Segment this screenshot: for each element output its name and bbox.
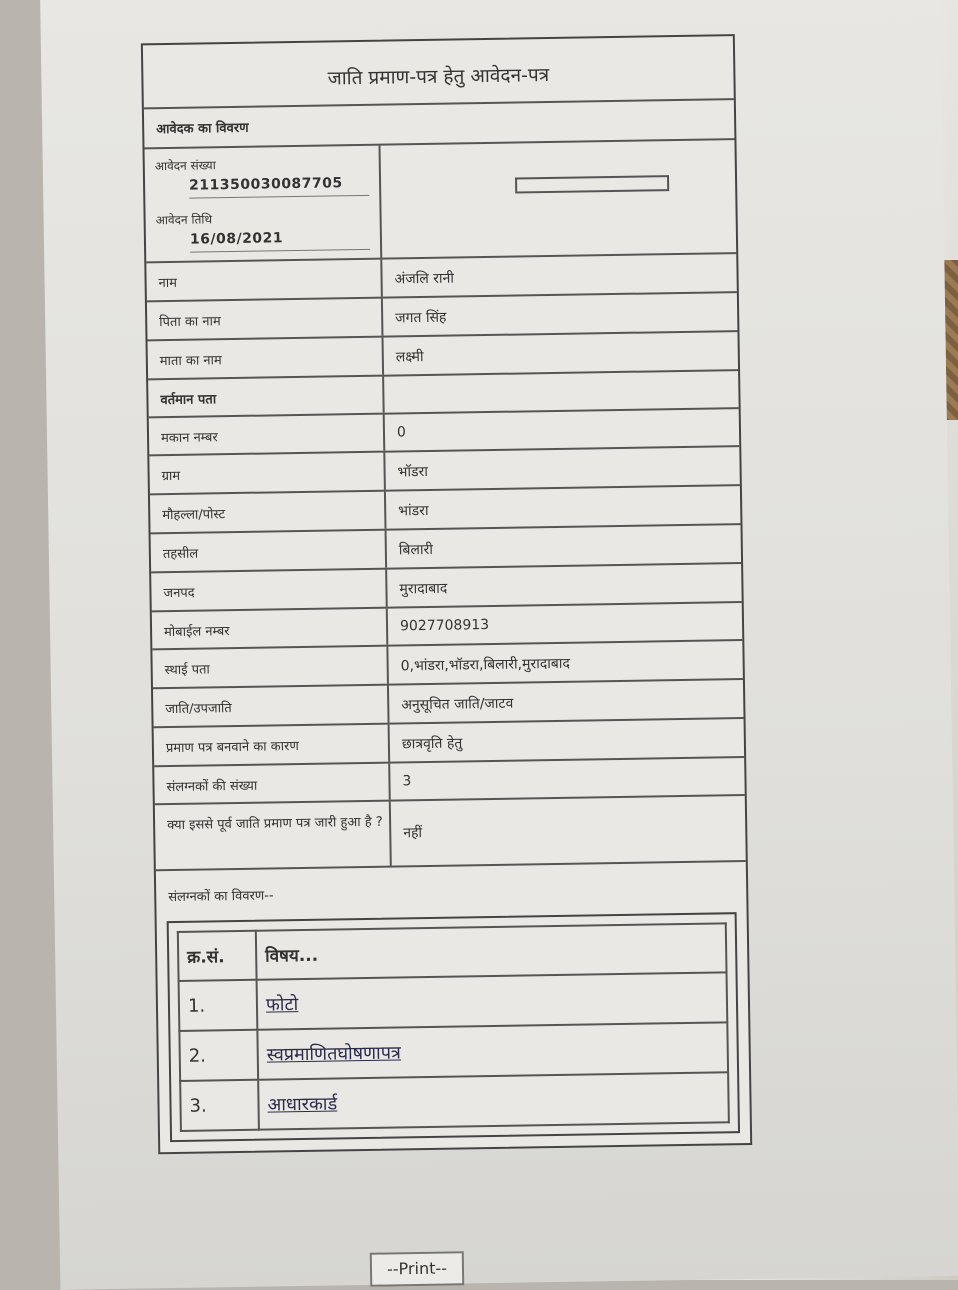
field-value: 9027708913 [399,617,490,635]
field-value: भॉडरा [397,463,429,481]
field-label: प्रमाण पत्र बनवाने का कारण [154,725,391,766]
attachments-table [167,912,740,1142]
field-value: 0,भांडरा,भॉडरा,बिलारी,मुरादाबाद [400,655,571,675]
table-row [179,972,728,1031]
field-label: नाम [146,260,383,301]
table-row [180,1072,729,1131]
attachment-link[interactable]: आधारकार्ड [267,1093,338,1116]
field-label: मकान नम्बर [149,415,386,455]
field-label: मोबाईल नम्बर [152,609,389,649]
application-date-label: आवेदन तिथि [155,212,213,228]
field-value: मुरादाबाद [399,580,448,598]
print-button[interactable]: --Print-- [370,1251,465,1286]
field-label: जाति/उपजाति [153,686,390,727]
current-address-label: वर्तमान पता [148,377,385,417]
photo-placeholder [515,175,669,193]
field-label: माता का नाम [148,338,385,379]
field-value: 0 [396,424,407,441]
previous-cert-label: क्या इससे पूर्व जाति प्रमाण पत्र जारी हुआ है ? [155,802,392,870]
application-number-label: आवेदन संख्या [154,158,216,174]
application-info-block [145,140,737,263]
attachment-link[interactable]: फोटो [265,994,299,1016]
field-label: मौहल्ला/पोस्ट [150,492,387,533]
applicant-section-heading: आवेदक का विवरण [144,100,735,149]
attachments-label: संलग्नकों का विवरण-- [168,888,274,906]
field-value: छात्रवृति हेतु [401,735,463,753]
field-label: तहसील [151,531,388,572]
attachments-header-row [178,923,727,981]
field-value: जगत सिंह [395,309,447,327]
attachment-sno: 3. [180,1080,259,1131]
attachment-sno: 1. [179,980,258,1031]
previous-cert-value: नहीं [403,825,423,842]
field-value: बिलारी [398,541,434,559]
field-label: संलग्नकों की संख्या [154,764,391,804]
application-date: 16/08/2021 [190,229,370,253]
field-label: पिता का नाम [147,299,384,340]
field-row [155,796,746,871]
field-value-empty [384,371,739,413]
application-form [141,34,752,1154]
subject-header: विषय... [256,923,727,979]
table-row [179,1022,728,1081]
field-label: जनपद [151,570,388,611]
field-value: भांडरा [398,502,429,520]
application-number: 211350030087705 [189,175,369,199]
sno-header: क्र.सं. [178,931,257,981]
photo-area [380,140,736,258]
field-label: ग्राम [149,453,386,494]
field-value: 3 [402,773,412,790]
field-value: लक्ष्मी [395,349,424,366]
attachment-link[interactable]: स्वप्रमाणितघोषणापत्र [266,1042,402,1066]
field-value: अनुसूचित जाति/जाटव [401,695,514,714]
paper-sheet [40,0,958,1290]
field-label: स्थाई पता [152,647,389,688]
form-title: जाति प्रमाण-पत्र हेतु आवेदन-पत्र [143,36,734,109]
attachment-sno: 2. [179,1030,258,1081]
field-value: अंजलि रानी [394,270,455,288]
